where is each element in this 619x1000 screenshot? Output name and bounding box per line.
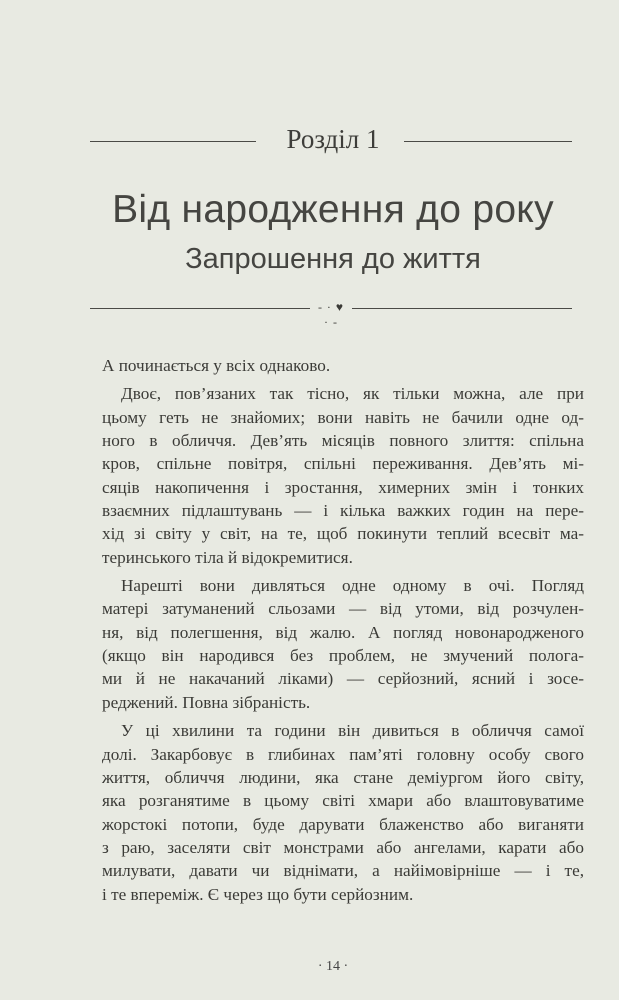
paragraph (102, 382, 584, 569)
text-line: яка розганятиме в цьому світі хмари або влаштовуватиме (102, 791, 584, 811)
text-line: життя, обличчя людини, яка стане деміургом його світу, (102, 767, 584, 787)
ornament-rule-right (352, 308, 572, 309)
text-line: Двоє, пов’язаних так тісно, як тільки можна, але при (121, 384, 584, 404)
ornament-rule-left (90, 308, 310, 309)
text-line: долі. Закарбовує в глибинах пам’яті головну особу свого (102, 744, 584, 764)
text-line: кров, спільне повітря, спільні переживання. Дев’ять мі- (102, 454, 584, 474)
text-line: і те впереміж. Є через що бути серйозним. (102, 884, 414, 904)
chapter-subtitle: Запрошення до життя (185, 243, 481, 275)
text-line: милувати, давати чи віднімати, а найімовірніше — і те, (102, 861, 584, 881)
text-line: Нарешті вони дивляться одне одному в очі. Погляд (121, 576, 584, 596)
chapter-label: Розділ 1 (286, 124, 380, 154)
text-line: ми й не накачаний ліками) — серйозний, ясний і зосе- (102, 669, 584, 689)
text-line: У ці хвилини та години він дивиться в обличчя самої (121, 721, 584, 741)
text-line: реджений. Повна зібраність. (102, 692, 311, 712)
chapter-title: Від народження до року (112, 188, 554, 231)
paragraph (102, 719, 584, 906)
text-line: матері затуманений сльозами — від утоми, від розчулен- (102, 599, 584, 619)
text-line: (якщо він народився без проблем, не змучений полога- (102, 646, 584, 666)
text-line: хід зі світу у світ, на те, щоб покинути теплий всесвіт ма- (102, 524, 584, 544)
text-line: ня, від полегшення, від жалю. А погляд новонародженого (102, 622, 584, 642)
text-line: цьому геть не знайомих; вони навіть не бачили одне од- (102, 407, 584, 427)
text-line: теринського тіла й відокремитися. (102, 547, 353, 567)
text-line: з раю, заселяти світ монстрами або ангелами, карати або (102, 837, 584, 857)
text-line: ного в обличчя. Дев’ять місяців повного злиття: спільна (102, 431, 584, 451)
text-line: А починається у всіх однаково. (102, 356, 331, 375)
body-text (102, 354, 584, 906)
text-line: сяців накопичення і зростання, химерних змін і тонких (102, 477, 584, 497)
paragraph (102, 574, 584, 714)
page-number: · 14 · (317, 959, 349, 974)
text-line: взаємних підлаштувань — і кілька важких годин на пере- (102, 501, 584, 521)
paragraph (102, 354, 584, 377)
heart-ornament-icon: - · ♥ · - (317, 300, 345, 329)
text-line: жорстокі потопи, буде дарувати блаженство або виганяти (102, 814, 584, 834)
